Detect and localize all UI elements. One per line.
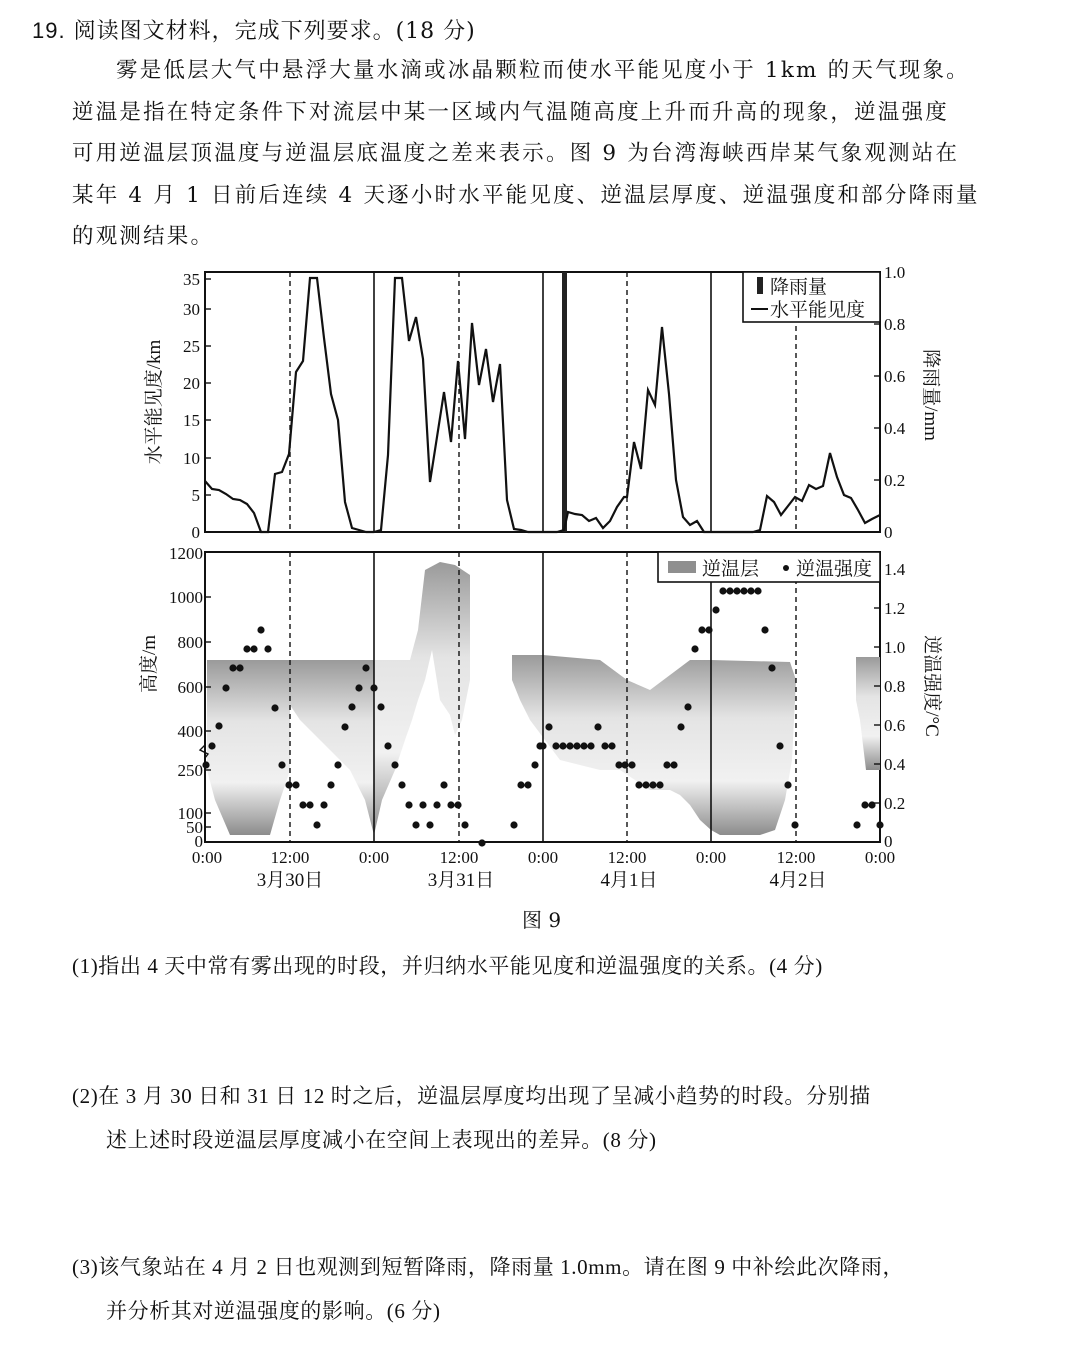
tick-label: 1.0 <box>884 263 906 282</box>
y-axis-title-height: 高度/m <box>139 634 160 694</box>
x-tick: 0:00 <box>191 848 223 867</box>
subquestion-text: 该气象站在 4 月 2 日也观测到短暂降雨，降雨量 1.0mm。请在图 9 中补绘此次降雨， <box>98 1255 905 1279</box>
tick-label: 1000 <box>169 588 203 607</box>
rain-legend-swatch <box>757 277 763 294</box>
date-labels <box>257 870 827 891</box>
tick-label: 1.4 <box>884 560 906 579</box>
y-axis-title-rain: 降雨量/mm <box>920 349 941 441</box>
x-tick: 12:00 <box>270 848 310 867</box>
tick-label: 0.6 <box>884 367 906 386</box>
y-axis-title-intensity: 逆温强度/°C <box>921 635 942 737</box>
layer-legend-swatch <box>668 561 696 573</box>
tick-label: 0 <box>884 832 893 851</box>
paragraph-line: 雾是低层大气中悬浮大量水滴或冰晶颗粒而使水平能见度小于 1km 的天气现象。 <box>116 58 970 83</box>
date-label: 4月2日 <box>769 870 827 891</box>
figure-9 <box>0 250 1080 940</box>
tick-label: 50 <box>186 818 203 837</box>
subquestion-text: 在 3 月 30 日和 31 日 12 时之后，逆温层厚度均出现了呈减小趋势的时段。分别描 <box>98 1084 871 1108</box>
tick-label: 0 <box>194 832 203 851</box>
paragraph-line: 的观测结果。 <box>72 224 215 249</box>
tick-label: 0 <box>884 523 893 542</box>
x-tick: 12:00 <box>776 848 816 867</box>
tick-label: 0.2 <box>884 794 906 813</box>
legend-rain: 降雨量 <box>770 277 828 298</box>
bottom-legend <box>658 552 880 582</box>
subquestion-text-continued: 并分析其对逆温强度的影响。(6 分) <box>106 1299 441 1323</box>
x-tick: 0:00 <box>864 848 896 867</box>
tick-label: 1.0 <box>884 638 906 657</box>
tick-label: 35 <box>183 270 200 289</box>
tick-label: 0.8 <box>884 677 906 696</box>
rain-bar <box>562 272 567 532</box>
tick-label: 20 <box>183 374 200 393</box>
tick-label: 0.6 <box>884 716 906 735</box>
subquestion-label: (3) <box>72 1255 99 1279</box>
tick-label: 1200 <box>169 544 203 563</box>
x-axis-labels <box>192 848 895 867</box>
date-label: 4月1日 <box>600 870 658 891</box>
inversion-chart <box>138 544 943 891</box>
tick-label: 30 <box>183 300 200 319</box>
subquestion-1 <box>72 950 823 980</box>
legend-visibility: 水平能见度 <box>770 300 866 321</box>
top-legend <box>743 272 880 322</box>
x-tick: 12:00 <box>439 848 479 867</box>
date-label: 3月30日 <box>256 870 324 891</box>
tick-label: 5 <box>191 486 200 505</box>
subquestion-text-continued: 述上述时段逆温层厚度减小在空间上表现出的差异。(8 分) <box>106 1128 657 1152</box>
paragraph-line: 逆温是指在特定条件下对流层中某一区域内气温随高度上升而升高的现象，逆温强度 <box>72 99 949 125</box>
x-tick: 12:00 <box>607 848 647 867</box>
tick-label: 100 <box>177 804 203 823</box>
question-title: 阅读图文材料，完成下列要求。(18 分) <box>73 19 476 44</box>
x-tick: 0:00 <box>695 848 727 867</box>
paragraph-line: 可用逆温层顶温度与逆温层底温度之差来表示。图 9 为台湾海峡西岸某气象观测站在 <box>72 141 960 166</box>
date-label: 3月31日 <box>427 870 495 891</box>
intensity-legend-swatch <box>783 565 789 571</box>
tick-label: 800 <box>177 633 203 652</box>
tick-label: 0.4 <box>884 755 906 774</box>
x-tick: 0:00 <box>527 848 559 867</box>
tick-label: 600 <box>177 678 203 697</box>
subquestion-label: (2) <box>72 1084 99 1108</box>
y-axis-title-visibility: 水平能见度/km <box>144 339 165 465</box>
paragraph-line: 某年 4 月 1 日前后连续 4 天逐小时水平能见度、逆温层厚度、逆温强度和部分降雨量 <box>72 182 980 208</box>
material-paragraph <box>72 50 1032 258</box>
tick-label: 0.2 <box>884 471 906 490</box>
legend-intensity: 逆温强度 <box>796 559 873 580</box>
tick-label: 0.8 <box>884 315 906 334</box>
visibility-rain-chart <box>143 263 942 542</box>
subquestion-label: (1) <box>72 954 99 978</box>
figure-caption: 图 9 <box>522 908 562 932</box>
tick-label: 10 <box>183 449 200 468</box>
left-axis-labels <box>183 270 200 542</box>
subquestion-2 <box>72 1080 871 1154</box>
tick-label: 250 <box>177 761 203 780</box>
tick-label: 1.2 <box>884 599 906 618</box>
tick-label: 0.4 <box>884 419 906 438</box>
tick-label: 400 <box>177 722 203 741</box>
x-tick: 0:00 <box>358 848 390 867</box>
subquestion-3 <box>72 1251 904 1325</box>
question-header <box>32 14 476 45</box>
question-number: 19. <box>32 18 66 43</box>
tick-label: 25 <box>183 337 200 356</box>
tick-label: 15 <box>183 411 200 430</box>
subquestion-text: 指出 4 天中常有雾出现的时段，并归纳水平能见度和逆温强度的关系。(4 分) <box>98 954 823 978</box>
tick-label: 0 <box>191 523 200 542</box>
right-axis-labels <box>884 263 906 542</box>
legend-layer: 逆温层 <box>702 559 760 580</box>
